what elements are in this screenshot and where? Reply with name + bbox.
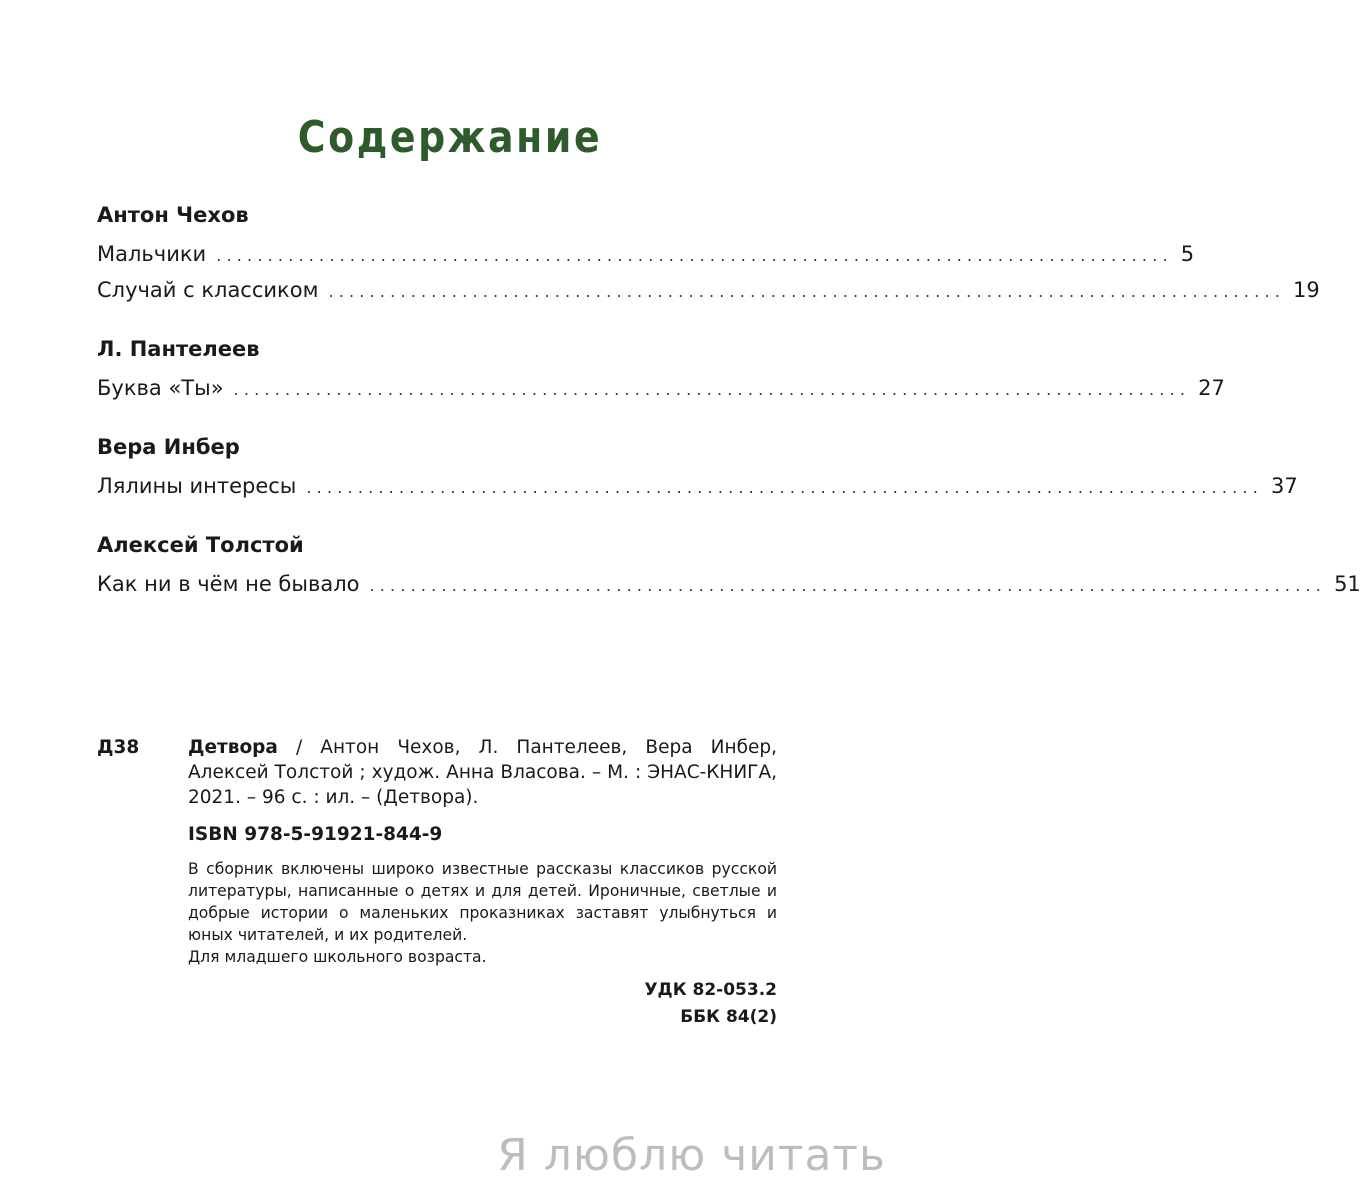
dot-leader: ............................................................................................. [306,478,1263,497]
toc-author: Вера Инбер [97,435,240,459]
description-text: / Антон Чехов, Л. Пантелеев, Вера Инбер, Алексей Толстой ; худож. Анна Власова. – М. : ЭНАС-КНИГА, 2021. – 96 с. : ил. – (Детвора). [188,737,777,808]
dot-leader: ............................................................................................. [216,246,1173,265]
toc-entry-title: Лялины интересы [97,474,297,498]
toc-entry [97,370,1225,406]
toc-entry-title: Мальчики [97,242,207,266]
toc-entry-title: Как ни в чём не бывало [97,572,360,596]
catalog-code: Д38 [97,737,140,758]
bibliographic-record [97,735,777,1030]
toc-entry-page: 5 [1180,242,1195,266]
toc-group-inber [97,432,1298,504]
watermark-text: Я люблю читать [497,1130,886,1181]
toc-entry [97,566,1361,602]
annotation-text: В сборник включены широко известные рассказы классиков русской литературы, написанные о детях и для детей. Ироничные, светлые и добрые истории о маленьких проказниках заставят улыбнуться и юных читателей, и их родителей. [188,860,777,944]
table-of-contents [97,200,1361,628]
bibliographic-description [188,735,777,810]
toc-entry-page: 27 [1198,376,1225,400]
age-rating: Для младшего школьного возраста. [188,948,487,966]
toc-entry [97,468,1298,504]
toc-entry [97,272,1320,308]
toc-entry-title: Буква «Ты» [97,376,224,400]
toc-group-chekhov [97,200,1320,308]
udk-code: УДК 82-053.2 [644,980,777,1000]
toc-author: Антон Чехов [97,203,249,227]
book-title: Детвора [188,737,278,758]
toc-author: Алексей Толстой [97,533,304,557]
toc-group-tolstoy [97,530,1361,602]
toc-group-panteleev [97,334,1225,406]
dot-leader: ............................................................................................. [369,576,1327,595]
toc-entry-page: 51 [1334,572,1361,596]
dot-leader: ............................................................................................. [328,282,1286,301]
bbk-code: ББК 84(2) [680,1007,777,1027]
toc-entry-page: 19 [1293,278,1320,302]
toc-entry [97,236,1195,272]
toc-entry-title: Случай с классиком [97,278,319,302]
dot-leader: ............................................................................................. [233,380,1191,399]
toc-entry-page: 37 [1270,474,1298,498]
annotation [188,858,777,946]
page-title: Содержание [297,112,603,163]
toc-author: Л. Пантелеев [97,337,260,361]
isbn: ISBN 978-5-91921-844-9 [188,824,443,845]
